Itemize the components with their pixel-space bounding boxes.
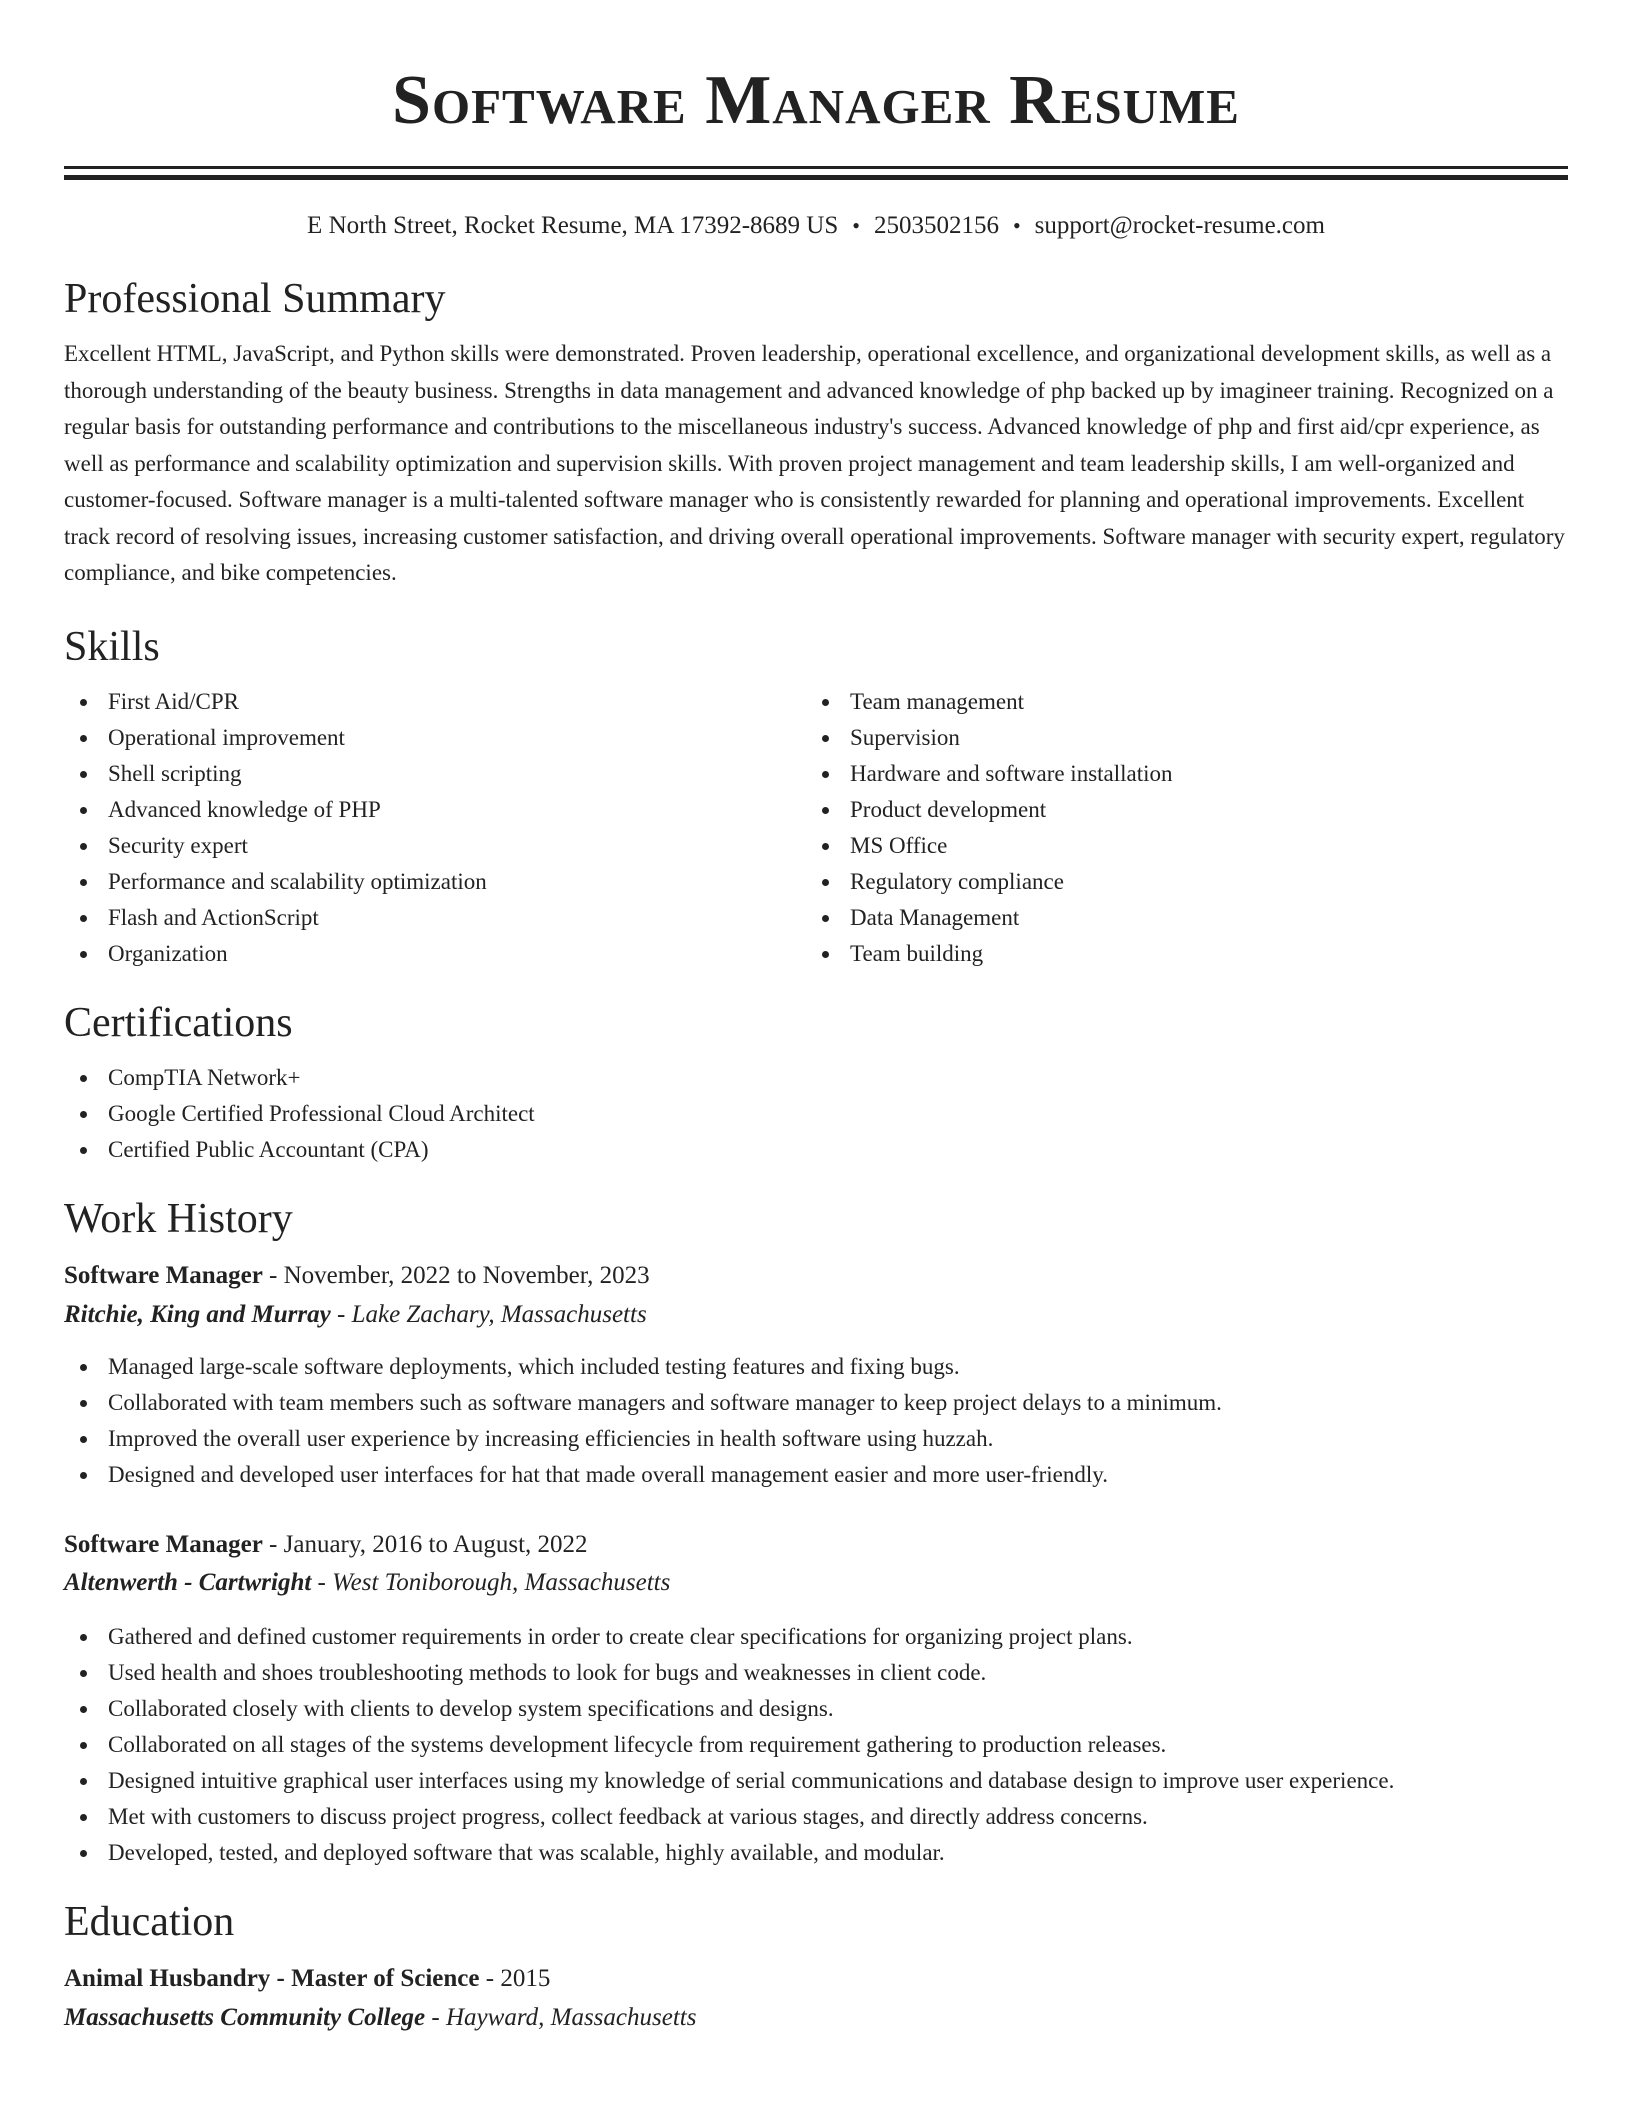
skills-grid [64, 684, 1568, 972]
education-school-line [64, 2000, 1568, 2036]
job-bullet: Collaborated on all stages of the systems development lifecycle from requirement gathering to production releases. [64, 1727, 1568, 1763]
job-bullet: Designed and developed user interfaces for hat that made overall management easier and more user-friendly. [64, 1457, 1568, 1493]
resume-title: Software Manager Resume [392, 62, 1240, 139]
job-company-line [64, 1297, 1568, 1333]
contact-address: E North Street, Rocket Resume, MA 17392-8689 US [307, 212, 839, 239]
skill-item: Advanced knowledge of PHP [64, 792, 806, 828]
job-bullet: Collaborated with team members such as software managers and software manager to keep project delays to a minimum. [64, 1385, 1568, 1421]
job-company-separator: - [311, 1568, 333, 1596]
skill-item: Operational improvement [64, 720, 806, 756]
contact-separator: • [852, 213, 860, 238]
job-title-separator: - [262, 1530, 284, 1558]
skill-item: Organization [64, 936, 806, 972]
education-degree-line [64, 1961, 1568, 1997]
job-bullet: Developed, tested, and deployed software that was scalable, highly available, and modular. [64, 1835, 1568, 1871]
contact-line [64, 210, 1568, 242]
skill-item: Hardware and software installation [806, 756, 1548, 792]
job-bullet: Managed large-scale software deployments, which included testing features and fixing bugs. [64, 1349, 1568, 1385]
skills-column-right [806, 684, 1548, 972]
job-company-line [64, 1565, 1568, 1601]
job-company: Ritchie, King and Murray [64, 1300, 331, 1328]
job-company-separator: - [330, 1300, 352, 1328]
job-title-line [64, 1527, 1568, 1563]
contact-separator: • [1012, 213, 1021, 238]
skill-item: MS Office [806, 828, 1548, 864]
certification-item: Certified Public Accountant (CPA) [64, 1132, 1568, 1168]
certifications-section [64, 998, 1568, 1168]
contact-phone: 2503502156 [873, 212, 999, 239]
skills-section [64, 622, 1568, 972]
skill-item: Supervision [806, 720, 1548, 756]
summary-text: Excellent HTML, JavaScript, and Python skills were demonstrated. Proven leadership, operational excellence, and organizational development skills, as well as a thorough understanding of the beauty business. Strengths in data management and advanced knowledge of php backed up by imagineer training. Recognized on a regular basis for outstanding performance and contributions to the miscellaneous industry's success. Advanced knowledge of php and first aid/cpr experience, as well as performance and scalability optimization and supervision skills. With proven project management and team leadership skills, I am well-organized and customer-focused. Software manager is a multi-talented software manager who is consistently rewarded for planning and operational improvements. Excellent track record of resolving issues, increasing customer satisfaction, and driving overall operational improvements. Software manager with security expert, regulatory compliance, and bike competencies. [64, 341, 1565, 585]
skill-item: First Aid/CPR [64, 684, 806, 720]
skill-item: Flash and ActionScript [64, 900, 806, 936]
skill-item: Shell scripting [64, 756, 806, 792]
job-entry [64, 1527, 1568, 1871]
education-year: 2015 [500, 1964, 551, 1992]
summary-section [64, 274, 1568, 592]
education-degree: Animal Husbandry - Master of Science [64, 1964, 480, 1992]
work-history-heading: Work History [64, 1195, 293, 1242]
education-location: Hayward, Massachusetts [446, 2003, 697, 2031]
job-title-line [64, 1258, 1568, 1294]
skill-item: Performance and scalability optimization [64, 864, 806, 900]
education-school: Massachusetts Community College [64, 2003, 426, 2031]
skill-item: Regulatory compliance [806, 864, 1548, 900]
job-location: Lake Zachary, Massachusetts [351, 1300, 647, 1328]
job-title: Software Manager [64, 1261, 263, 1289]
job-bullet: Met with customers to discuss project progress, collect feedback at various stages, and directly address concerns. [64, 1799, 1568, 1835]
skills-column-left [64, 684, 806, 972]
certification-item: CompTIA Network+ [64, 1060, 1568, 1096]
skill-item: Team management [806, 684, 1548, 720]
job-bullet: Designed intuitive graphical user interfaces using my knowledge of serial communications and database design to improve user experience. [64, 1763, 1568, 1799]
skill-item: Security expert [64, 828, 806, 864]
certifications-heading: Certifications [64, 999, 293, 1046]
skill-item: Product development [806, 792, 1548, 828]
title-rule-top [64, 166, 1568, 169]
summary-heading: Professional Summary [64, 276, 446, 322]
job-title-separator: - [262, 1261, 284, 1289]
contact-email: support@rocket-resume.com [1034, 212, 1325, 239]
job-bullet: Used health and shoes troubleshooting methods to look for bugs and weaknesses in client code. [64, 1655, 1568, 1691]
education-degree-separator: - [479, 1964, 501, 1992]
job-dates: November, 2022 to November, 2023 [283, 1261, 650, 1289]
job-bullet: Collaborated closely with clients to develop system specifications and designs. [64, 1691, 1568, 1727]
education-entry [64, 1961, 1568, 2036]
job-bullet: Gathered and defined customer requirements in order to create clear specifications for organizing project plans. [64, 1619, 1568, 1655]
education-section [64, 1897, 1568, 2036]
job-bullet: Improved the overall user experience by increasing efficiencies in health software using huzzah. [64, 1421, 1568, 1457]
skills-heading: Skills [64, 623, 160, 670]
job-company: Altenwerth - Cartwright [64, 1568, 312, 1596]
certification-item: Google Certified Professional Cloud Architect [64, 1096, 1568, 1132]
education-heading: Education [64, 1898, 235, 1945]
title-rule-bottom [64, 175, 1568, 180]
job-location: West Toniborough, Massachusetts [332, 1568, 671, 1596]
job-entry [64, 1258, 1568, 1493]
job-dates: January, 2016 to August, 2022 [283, 1530, 588, 1558]
skill-item: Team building [806, 936, 1548, 972]
skill-item: Data Management [806, 900, 1548, 936]
work-history-section [64, 1194, 1568, 1871]
education-school-separator: - [425, 2003, 446, 2031]
job-title: Software Manager [64, 1530, 263, 1558]
